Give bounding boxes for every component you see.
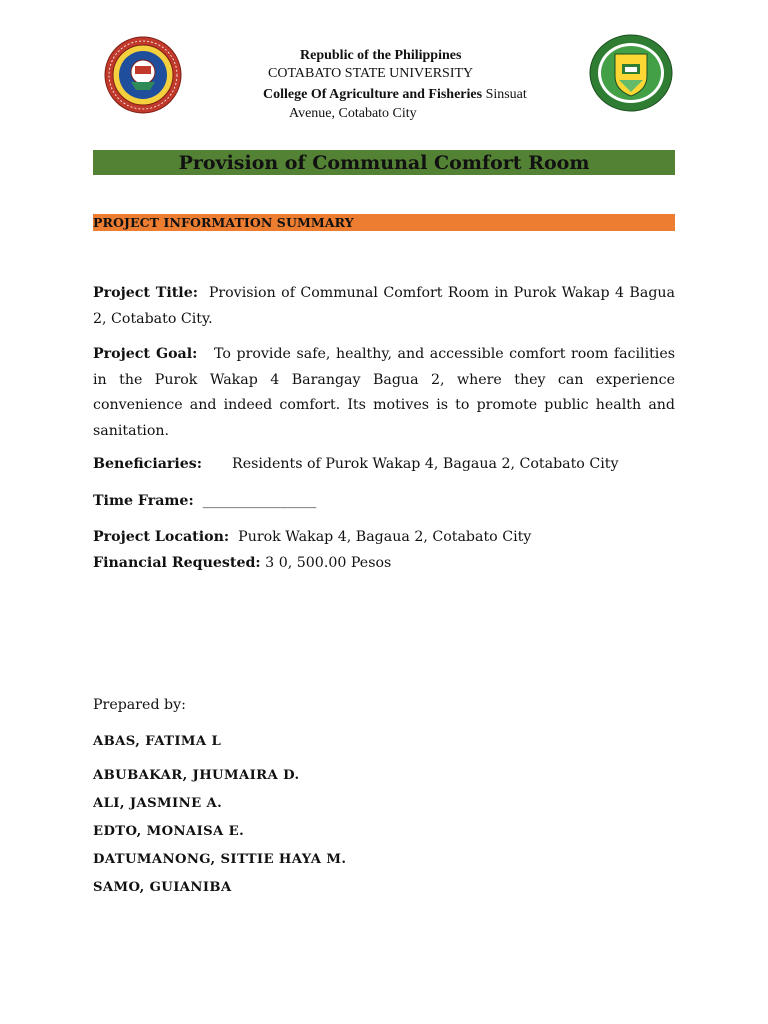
time-frame-label: Time Frame: — [93, 493, 194, 509]
preparer-name: ALI, JASMINE A. — [93, 796, 223, 811]
preparer-name: DATUMANONG, SITTIE HAYA M. — [93, 852, 347, 867]
beneficiaries-line — [93, 456, 618, 472]
college-seal-logo — [589, 34, 673, 112]
prepared-by-label: Prepared by: — [93, 697, 186, 713]
financial-requested-label: Financial Requested: — [93, 555, 261, 571]
time-frame-line — [93, 493, 316, 509]
header-line-college — [263, 87, 527, 103]
preparer-name: ABAS, FATIMA L — [93, 734, 222, 749]
financial-requested-line — [93, 555, 391, 571]
project-title-value: Provision of Communal Comfort Room in Purok Wakap 4 Bagua 2, Cotabato City. — [93, 285, 675, 327]
university-seal-logo — [104, 36, 182, 114]
project-location-line — [93, 529, 531, 545]
section-heading-banner — [93, 214, 675, 231]
project-location-label: Project Location: — [93, 529, 230, 545]
header-line-university: COTABATO STATE UNIVERSITY — [268, 66, 474, 81]
time-frame-value: ________________ — [202, 493, 317, 509]
header-line-republic: Republic of the Philippines — [300, 48, 462, 63]
project-goal-paragraph — [93, 342, 675, 444]
document-title-banner — [93, 150, 675, 175]
section-heading: PROJECT INFORMATION SUMMARY — [93, 215, 354, 230]
header-line-address: Avenue, Cotabato City — [289, 106, 417, 121]
project-title-label: Project Title: — [93, 285, 198, 301]
financial-requested-value: 3 0, 500.00 Pesos — [265, 555, 392, 571]
beneficiaries-value: Residents of Purok Wakap 4, Bagaua 2, Cotabato City — [232, 456, 619, 472]
document-title: Provision of Communal Comfort Room — [178, 151, 590, 174]
beneficiaries-label: Beneficiaries: — [93, 456, 203, 472]
preparer-name: EDTO, MONAISA E. — [93, 824, 245, 839]
project-location-value: Purok Wakap 4, Bagaua 2, Cotabato City — [238, 529, 532, 545]
preparer-name: ABUBAKAR, JHUMAIRA D. — [93, 768, 300, 783]
header-college-address-start: Sinsuat — [482, 87, 527, 102]
project-title-paragraph — [93, 281, 675, 332]
project-goal-value: To provide safe, healthy, and accessible comfort room facilities in the Purok Wakap 4 Barangay Bagua 2, where they can experience convenience and indeed comfort. Its motives is to promote public health and sanitation. — [93, 346, 676, 439]
header-college-name: College Of Agriculture and Fisheries — [263, 87, 483, 102]
preparer-name: SAMO, GUIANIBA — [93, 880, 232, 895]
project-goal-label: Project Goal: — [93, 346, 198, 362]
